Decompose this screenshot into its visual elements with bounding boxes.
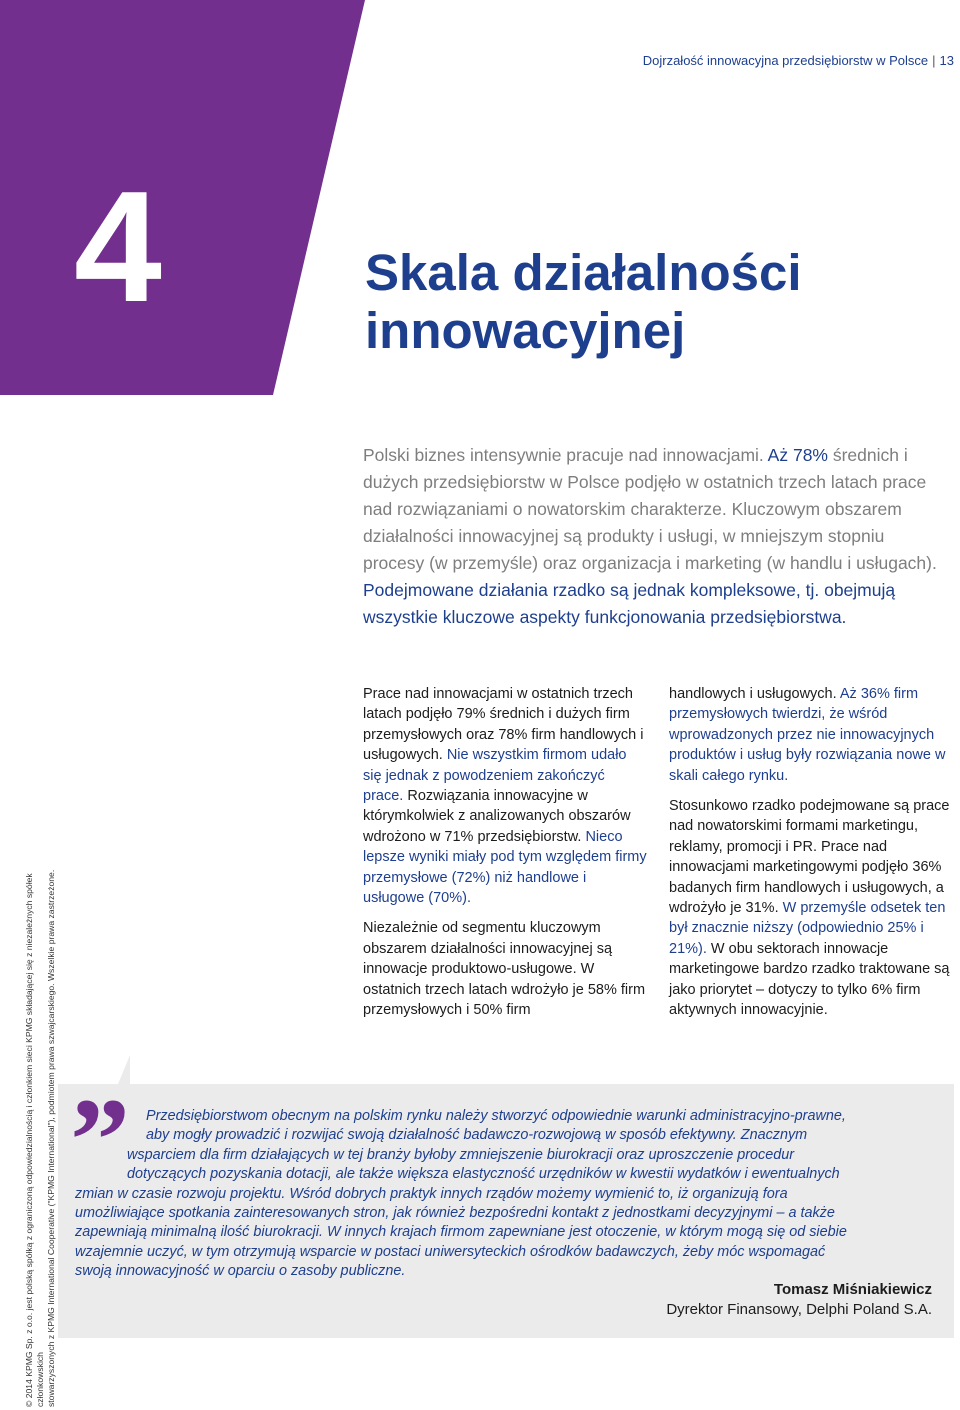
legal-line-1: © 2014 KPMG Sp. z o.o. jest polską spółką z ograniczoną odpowiedzialnością i członkiem sieci KPMG składającej się z niezależnych spółek członkowskich <box>24 873 45 1407</box>
body-paragraph <box>669 796 954 1020</box>
lead-paragraph <box>363 442 943 631</box>
body-text: Stosunkowo rzadko podejmowane są prace nad nowatorskimi formami marketingu, reklamy, promocji i PR. Prace nad innowacjami marketingowymi podjęło 36% badanych firm handlowych i usługowych, a wdrożyło je 31%. <box>669 798 950 917</box>
quote-author-name: Tomasz Miśniakiewicz <box>773 1281 932 1298</box>
body-highlight: Aż 36% firm przemysłowych twierdzi, że wśród wprowadzonych przez nie innowacyjnych produktów i usług były rozwiązania nowe w skali całego rynku. <box>669 686 946 784</box>
body-column-right <box>669 684 954 1031</box>
chapter-title-line-1: Skala działalności <box>365 244 802 301</box>
chapter-title-line-2: innowacyjnej <box>365 302 686 359</box>
lead-highlight-1: Aż 78% <box>767 445 828 465</box>
chapter-banner <box>0 0 365 395</box>
body-highlight: Nieco lepsze wyniki miały pod tym względem firmy przemysłowe (72%) niż handlowe i usługowe (70%). <box>363 828 647 907</box>
quote-line: aby mogły prowadzić i rozwijać swoją działalność badawczo-rozwojową w sposób efektywny. Znacznym <box>146 1127 808 1144</box>
body-highlight: W przemyśle odsetek ten był znacznie niższy (odpowiednio 25% i 21%). <box>669 900 946 957</box>
lead-text-2: średnich i dużych przedsiębiorstw w Polsce podjęło w ostatnich trzech latach prace nad rozwiązaniami o nowatorskim charakterze. Kluczowym obszarem działalności innowacyjnej są produkty i usługi, w mniejszym stopniu procesy (w przemyśle) oraz organizacja i marketing (w handlu i usługach). <box>363 445 937 573</box>
body-paragraph <box>363 918 648 1020</box>
body-text: handlowych i usługowych. <box>669 686 840 702</box>
body-text: Niezależnie od segmentu kluczowym obszarem działalności innowacyjnej są innowacje produktowo-usługowe. W ostatnich trzech latach wdrożyło je 58% firm przemysłowych i 50% firm <box>363 920 646 1019</box>
running-title: Dojrzałość innowacyjna przedsiębiorstw w Polsce <box>642 53 929 68</box>
quote-line: wsparciem dla firm działających w tej branży byłoby zmniejszenie biurokracji oraz uproszczenie procedur <box>127 1146 795 1163</box>
body-text: W obu sektorach innowacje marketingowe bardzo rzadko traktowane są jako priorytet – dotyczy to tylko 6% firm aktywnych innowacyjnie. <box>669 940 950 1019</box>
legal-line-2: stowarzyszonych z KPMG International Cooperative ("KPMG International"), podmiotem prawa szwajcarskiego. Wszelkie prawa zastrzeżone. <box>46 869 56 1407</box>
lead-highlight-2: Podejmowane działania rzadko są jednak kompleksowe, tj. obejmują wszystkie kluczowe aspekty funkcjonowania przedsiębiorstwa. <box>363 580 896 627</box>
body-paragraph <box>363 684 648 908</box>
body-highlight: Nie wszystkim firmom udało się jednak z powodzeniem zakończyć prace. <box>363 747 627 805</box>
body-column-left <box>363 684 648 1031</box>
quote-line: umożliwiające spotkania zainteresowanych stron, jak również bezpośredni kontakt z jednostkami decyzyjnymi – a także <box>75 1205 835 1222</box>
quote-line: swoją innowacyjność w oparciu o zasoby publiczne. <box>75 1263 406 1280</box>
quote-text <box>75 1107 937 1282</box>
quote-mark-icon: ” <box>70 1073 120 1206</box>
quote-line: wzajemnie uczyć, w tym otrzymują wsparcie w postaci uniwersyteckich ośrodków badawczych, żeby móc wspomagać <box>75 1243 826 1260</box>
quote-author-role: Dyrektor Finansowy, Delphi Poland S.A. <box>666 1301 932 1318</box>
body-text: Prace nad innowacjami w ostatnich trzech latach podjęło 79% średnich i dużych firm przemysłowych oraz 78% firm handlowych i usługowych. <box>363 686 644 764</box>
lead-text-1: Polski biznes intensywnie pracuje nad innowacjami. <box>363 445 768 465</box>
chapter-number: 4 <box>74 159 160 335</box>
page-number: 13 <box>939 53 954 68</box>
chapter-title <box>365 244 802 360</box>
quote-line: zmian w czasie rozwoju projektu. Wśród dobrych praktyk innych rządów możemy wymienić to, iż organizują fora <box>75 1185 788 1202</box>
body-text: Rozwiązania innowacyjne w którymkolwiek z analizowanych obszarów wdrożono w 71% przedsiębiorstw. <box>363 788 631 845</box>
body-paragraph <box>669 684 954 786</box>
quote-attribution <box>666 1280 932 1320</box>
quote-line: zapewniają minimalną ilość biurokracji. W innych krajach firmom zapewniane jest otoczenie, w którym mogą się od siebie <box>75 1224 847 1241</box>
running-header <box>643 53 954 68</box>
quote-line: Przedsiębiorstwom obecnym na polskim rynku należy stworzyć odpowiednie warunki administracyjno-prawne, <box>146 1108 846 1124</box>
header-separator: | <box>932 53 936 68</box>
quote-line: dotyczących pozyskania dotacji, ale także większa elastyczność urzędników w kwestii wydatków i ewentualnych <box>127 1166 840 1183</box>
